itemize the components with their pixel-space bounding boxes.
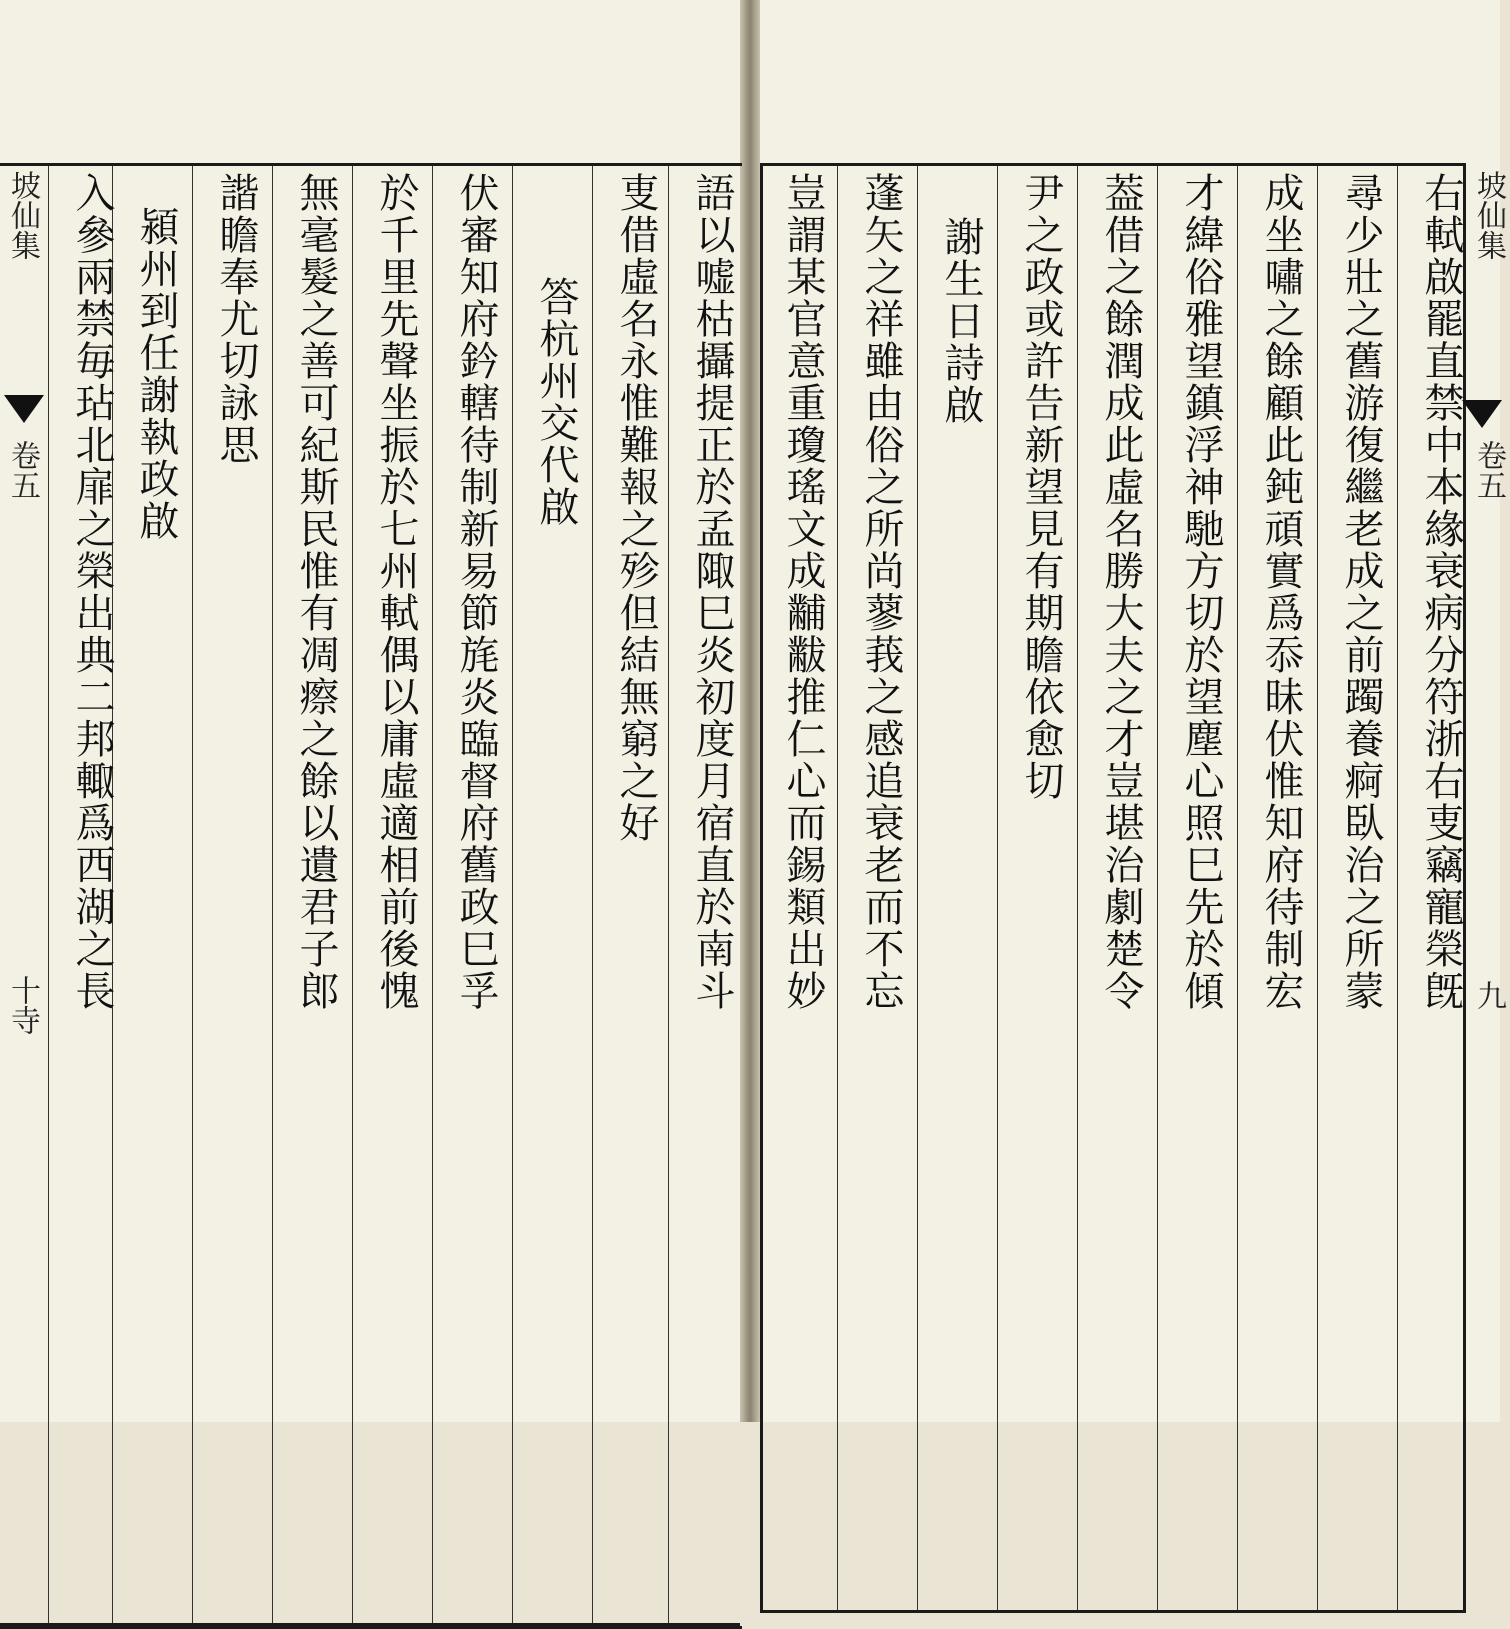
column-rule bbox=[48, 166, 49, 1623]
fish-tail-mark bbox=[4, 395, 44, 423]
section-title: 謝生日詩啟 bbox=[938, 216, 984, 426]
text-column: 叓借虛名永惟難報之殄但結無窮之好 bbox=[613, 172, 659, 844]
text-column: 葢借之餘潤成此虛名勝大夫之才豈堪治劇楚令 bbox=[1098, 172, 1144, 1012]
text-column: 入參兩禁毎玷北扉之榮出典二邦輙爲西湖之長 bbox=[69, 172, 115, 1012]
left-text-area bbox=[0, 166, 740, 1626]
fish-tail-mark bbox=[1462, 400, 1502, 428]
margin-title: 坡仙集 bbox=[1471, 170, 1506, 260]
text-column: 無毫髮之善可紀斯民惟有凋瘵之餘以遺君子郎 bbox=[293, 172, 339, 1012]
right-text-area bbox=[760, 163, 1466, 1613]
text-column: 伏審知府鈐轄待制新易節旄炎臨督府舊政巳孚 bbox=[453, 172, 499, 1012]
text-column: 於千里先聲坐振於七州軾偶以庸虛適相前後愧 bbox=[373, 172, 419, 1012]
margin-volume: 卷五 bbox=[1471, 440, 1506, 500]
text-column: 成坐嘯之餘顧此鈍頑實爲忝昧伏惟知府待制宏 bbox=[1258, 172, 1304, 1012]
text-column: 才緯俗雅望鎮浮神馳方切於望塵心照巳先於傾 bbox=[1178, 172, 1224, 1012]
text-column: 尹之政或許告新望見有期瞻依愈切 bbox=[1018, 172, 1064, 802]
text-column: 諧瞻奉尤切詠思 bbox=[213, 172, 259, 466]
margin-page-number: 九 bbox=[1471, 980, 1506, 1010]
text-column: 蓬矢之祥雖由俗之所尚蓼莪之感追衰老而不忘 bbox=[858, 172, 904, 1012]
text-column: 尋少壯之舊游復繼老成之前躅養痾臥治之所蒙 bbox=[1338, 172, 1384, 1012]
margin-volume: 卷五 bbox=[5, 440, 40, 500]
margin-title: 坡仙集 bbox=[5, 170, 40, 260]
text-column: 豈謂某官意重瓊瑤文成黼黻推仁心而錫類出妙 bbox=[780, 172, 826, 1012]
text-column: 語以嘘枯攝提正於孟陬巳炎初度月宿直於南斗 bbox=[689, 172, 735, 1012]
section-title: 答杭州交代啟 bbox=[533, 276, 579, 528]
text-column: 右軾啟罷直禁中本緣衰病分符浙右叓竊寵榮旣 bbox=[1418, 172, 1464, 1012]
margin-page-number: 十寺 bbox=[5, 975, 40, 1035]
section-title: 潁州到任謝執政啟 bbox=[133, 206, 179, 542]
